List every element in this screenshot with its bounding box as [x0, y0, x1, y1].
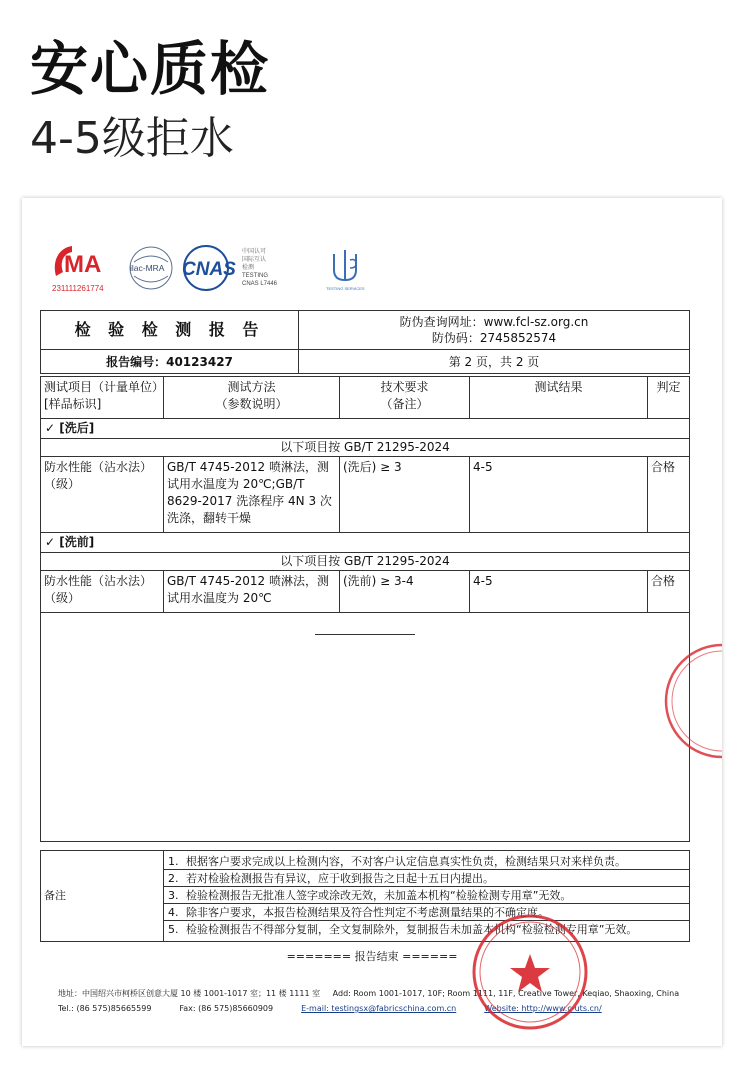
header-result — [470, 377, 648, 418]
note-number: 4. — [168, 906, 179, 919]
note-number: 5. — [168, 923, 179, 936]
header-verdict — [648, 377, 689, 418]
notes-label: 备注 — [41, 851, 164, 941]
row-method: GB/T 4745-2012 喷淋法，测试用水温度为 20℃ — [164, 571, 340, 612]
section-label-row — [41, 533, 689, 553]
header-method-label: 测试方法 — [227, 380, 276, 394]
cnas-line-2: 国际互认 — [242, 256, 267, 263]
list-item — [164, 904, 689, 921]
ilac-mark-text: ilac-MRA — [130, 263, 165, 273]
section-label: [洗前] — [59, 535, 95, 549]
header-method — [164, 377, 340, 418]
row-verdict: 合格 — [651, 460, 676, 474]
list-item — [164, 887, 689, 904]
list-item — [164, 853, 689, 870]
table-row — [41, 457, 689, 533]
footer-website[interactable]: Website: http://www.c-uts.cn/ — [484, 1004, 602, 1013]
header-item-label: 测试项目（计量单位） — [44, 380, 165, 394]
header-req-label: 技术要求 — [380, 380, 429, 394]
row-verdict: 合格 — [651, 574, 676, 588]
footer-tel: Tel.: (86 575)85665599 — [58, 1004, 152, 1013]
note-text: 除非客户要求，本报告检测结果及符合性判定不考虑测量结果的不确定度。 — [186, 906, 549, 919]
header-item-sub: [样品标识] — [44, 397, 102, 411]
certification-logos — [50, 242, 690, 304]
note-number: 2. — [168, 872, 179, 885]
header-requirement — [340, 377, 470, 418]
report-footer — [58, 988, 698, 1018]
test-report-sheet — [22, 198, 722, 1046]
report-end-mark: ======= 报告结束 ====== — [286, 950, 458, 963]
section-standard: 以下项目按 GB/T 21295-2024 — [280, 440, 450, 454]
results-header-row — [41, 377, 689, 419]
row-requirement: (洗前) ≥ 3-4 — [340, 571, 470, 612]
row-result: 4-5 — [470, 571, 648, 612]
note-text: 检验检测报告不得部分复制，全文复制除外，复制报告未加盖本机构“检验检测专用章”无效。 — [186, 923, 638, 936]
footer-email[interactable]: E-mail: testingsx@fabricschina.com.cn — [301, 1004, 457, 1013]
note-text: 若对检验检测报告有异议，应于收到报告之日起十五日内提出。 — [186, 872, 494, 885]
footer-address-cn: 地址：中国绍兴市柯桥区创意大厦 10 楼 1001-1017 室；11 楼 1111 室 — [58, 989, 321, 998]
cma-number: 231111261774 — [52, 284, 104, 293]
notes-section — [40, 850, 690, 942]
header-req-sub: （备注） — [380, 397, 429, 411]
report-number: 报告编号：40123427 — [41, 350, 299, 374]
section-standard-row — [41, 439, 689, 457]
official-stamp-partial — [658, 638, 722, 764]
section-standard-row — [41, 553, 689, 571]
list-item — [164, 870, 689, 887]
cma-mark-text: MA — [64, 251, 102, 278]
page-title: 安心质检 — [30, 35, 271, 103]
check-icon: ✓ — [45, 535, 56, 549]
star-icon — [510, 954, 550, 992]
header-method-sub: （参数说明） — [215, 397, 288, 411]
verify-info — [299, 311, 690, 350]
row-item: 防水性能（沾水法）（级） — [41, 571, 164, 612]
cnas-line-1: 中国认可 — [242, 248, 267, 255]
footer-contact-line — [58, 1004, 698, 1018]
section-label: [洗后] — [59, 421, 95, 435]
row-requirement: (洗后) ≥ 3 — [340, 457, 470, 532]
report-title: 检 验 检 测 报 告 — [41, 311, 299, 350]
cnas-line-3: 检测 — [242, 264, 255, 271]
section-label-row — [41, 419, 689, 439]
cnas-mark-text: CNAS — [182, 259, 236, 280]
ilac-mra-logo — [128, 244, 174, 294]
row-item: 防水性能（沾水法）（级） — [41, 457, 164, 532]
header-result-label: 测试结果 — [534, 380, 583, 394]
row-method: GB/T 4745-2012 喷淋法，测试用水温度为 20℃;GB/T 8629-2017 洗涤程序 4N 3 次洗涤，翻转干燥 — [164, 457, 340, 532]
official-stamp — [470, 912, 590, 1032]
section-standard: 以下项目按 GB/T 21295-2024 — [280, 554, 450, 568]
table-row — [41, 571, 689, 613]
uts-caption: TESTING SERVICES — [326, 286, 365, 291]
footer-address-en: Add: Room 1001-1017, 10F; Room 1111, 11F, Creative Tower, Keqiao, Shaoxing, China — [332, 989, 680, 998]
footer-address-line — [58, 988, 698, 1004]
verify-code: 防伪码：2745852574 — [431, 331, 557, 345]
cnas-logo — [180, 244, 310, 294]
cnas-line-5: CNAS L7446 — [242, 281, 278, 287]
cma-logo — [50, 242, 116, 296]
notes-list — [164, 851, 689, 940]
report-info-table — [40, 310, 690, 374]
header-verdict-label: 判定 — [656, 380, 681, 394]
note-number: 1. — [168, 855, 179, 868]
page-subtitle: 4-5级拒水 — [30, 113, 234, 164]
list-item — [164, 921, 689, 938]
note-text: 根据客户要求完成以上检测内容，不对客户认定信息真实性负责，检测结果只对来样负责。 — [186, 855, 626, 868]
cnas-line-4: TESTING — [242, 273, 269, 279]
footer-fax: Fax: (86 575)85660909 — [179, 1004, 274, 1013]
page-info: 第 2 页，共 2 页 — [299, 350, 690, 374]
check-icon: ✓ — [45, 421, 56, 435]
verify-site: 防伪查询网址：www.fcl-sz.org.cn — [399, 315, 589, 329]
header-item — [41, 377, 164, 418]
end-of-data-line — [315, 634, 415, 635]
uts-logo — [320, 248, 370, 294]
note-number: 3. — [168, 889, 179, 902]
results-table — [40, 376, 690, 842]
note-text: 检验检测报告无批准人签字或涂改无效，未加盖本机构“检验检测专用章”无效。 — [186, 889, 572, 902]
row-result: 4-5 — [470, 457, 648, 532]
